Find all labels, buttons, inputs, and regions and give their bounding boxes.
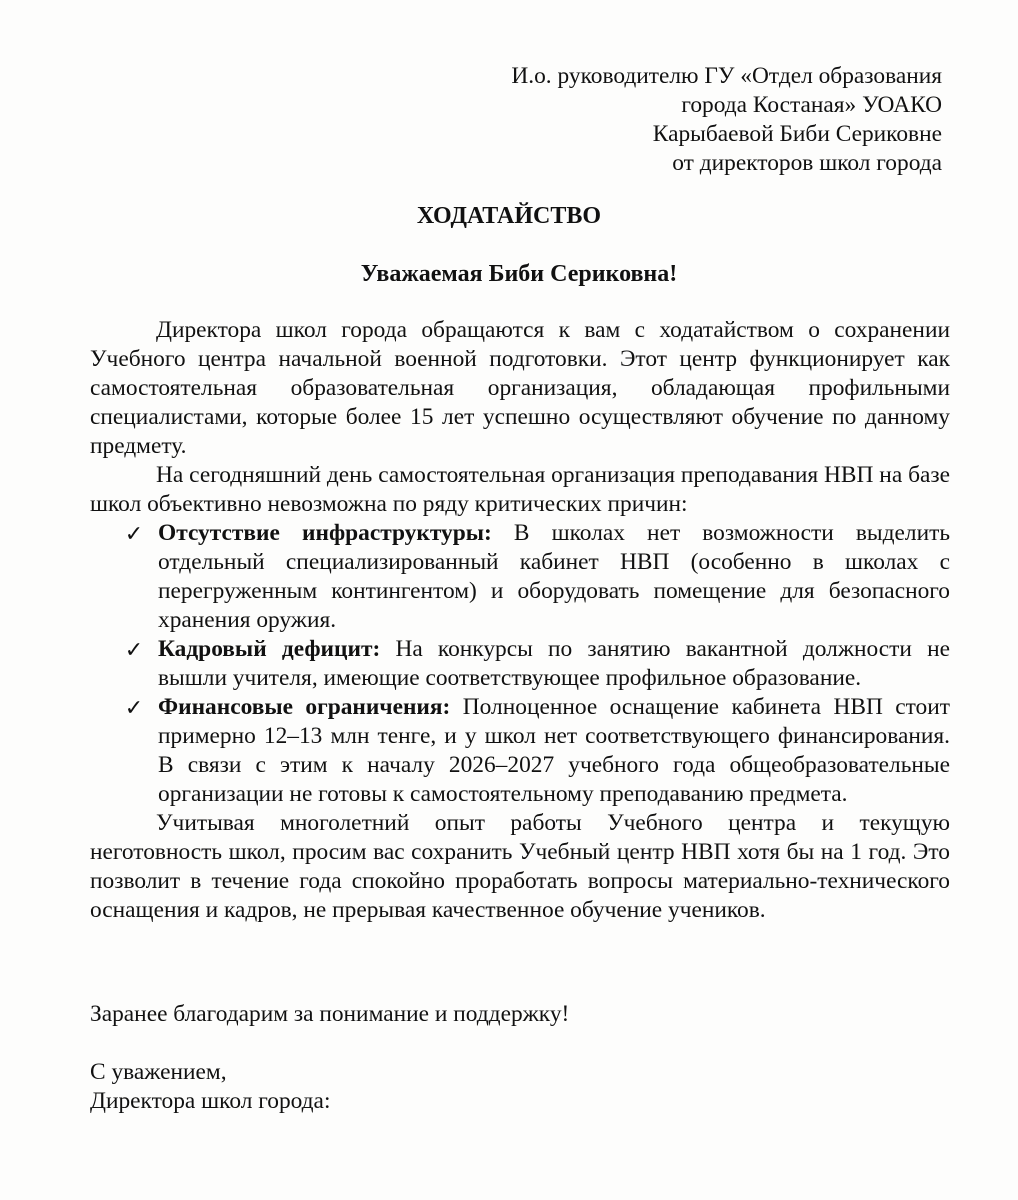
list-item (124, 635, 950, 693)
paragraph-intro: Директора школ города обращаются к вам с ходатайством о сохранении Учебного центра начальной военной подготовки. Этот центр функционирует как самостоятельная образовательная организация, обладающая профильными специалистами, которые более 15 лет успешно осуществляют обучение по данному предмету. (90, 317, 950, 459)
list-item-text: В школах нет возможности выделить отдельный специализированный кабинет НВП (особенно в школах с перегруженным контингентом) и оборудовать помещение для безопасного хранения оружия. (158, 520, 950, 633)
addressee-line: города Костаная» УОАКО (681, 92, 942, 118)
list-item-text: На конкурсы по занятию вакантной должности не вышли учителя, имеющие соответствующее профильное образование. (158, 636, 950, 691)
document-title: ХОДАТАЙСТВО (416, 203, 602, 229)
list-item (124, 693, 950, 809)
reasons-list (90, 519, 950, 809)
list-item (124, 519, 950, 635)
list-item-text: Полноценное оснащение кабинета НВП стоит примерно 12–13 млн тенге, и у школ нет соответствующего финансирования. В связи с этим к началу 2026–2027 учебного года общеобразовательные организации не готовы к самостоятельному преподаванию предмета. (158, 694, 950, 807)
addressee-line: И.о. руководителю ГУ «Отдел образования (511, 63, 942, 89)
addressee-line: от директоров школ города (672, 150, 942, 176)
checkmark-icon: ✓ (124, 695, 144, 720)
addressee-block (382, 62, 942, 178)
checkmark-icon: ✓ (124, 521, 144, 546)
document-body (90, 316, 950, 925)
signoff-line: Директора школ города: (90, 1088, 331, 1114)
signoff-block (90, 1058, 590, 1116)
list-item-heading: Отсутствие инфраструктуры: (158, 520, 492, 546)
checkmark-icon: ✓ (124, 637, 144, 662)
paragraph-reasons-lead: На сегодняшний день самостоятельная организация преподавания НВП на базе школ объективно невозможна по ряду критических причин: (90, 462, 950, 517)
closing-line: Заранее благодарим за понимание и поддержку! (90, 1001, 570, 1027)
salutation: Уважаемая Биби Сериковна! (360, 261, 678, 287)
addressee-line: Карыбаевой Биби Сериковне (652, 121, 942, 147)
signoff-line: С уважением, (90, 1059, 227, 1085)
list-item-heading: Кадровый дефицит: (158, 636, 381, 662)
list-item-heading: Финансовые ограничения: (158, 694, 451, 720)
paragraph-request: Учитывая многолетний опыт работы Учебного центра и текущую неготовность школ, просим вас сохранить Учебный центр НВП хотя бы на 1 год. Это позволит в течение года спокойно проработать вопросы материально-технического оснащения и кадров, не прерывая качественное обучение учеников. (90, 810, 950, 923)
